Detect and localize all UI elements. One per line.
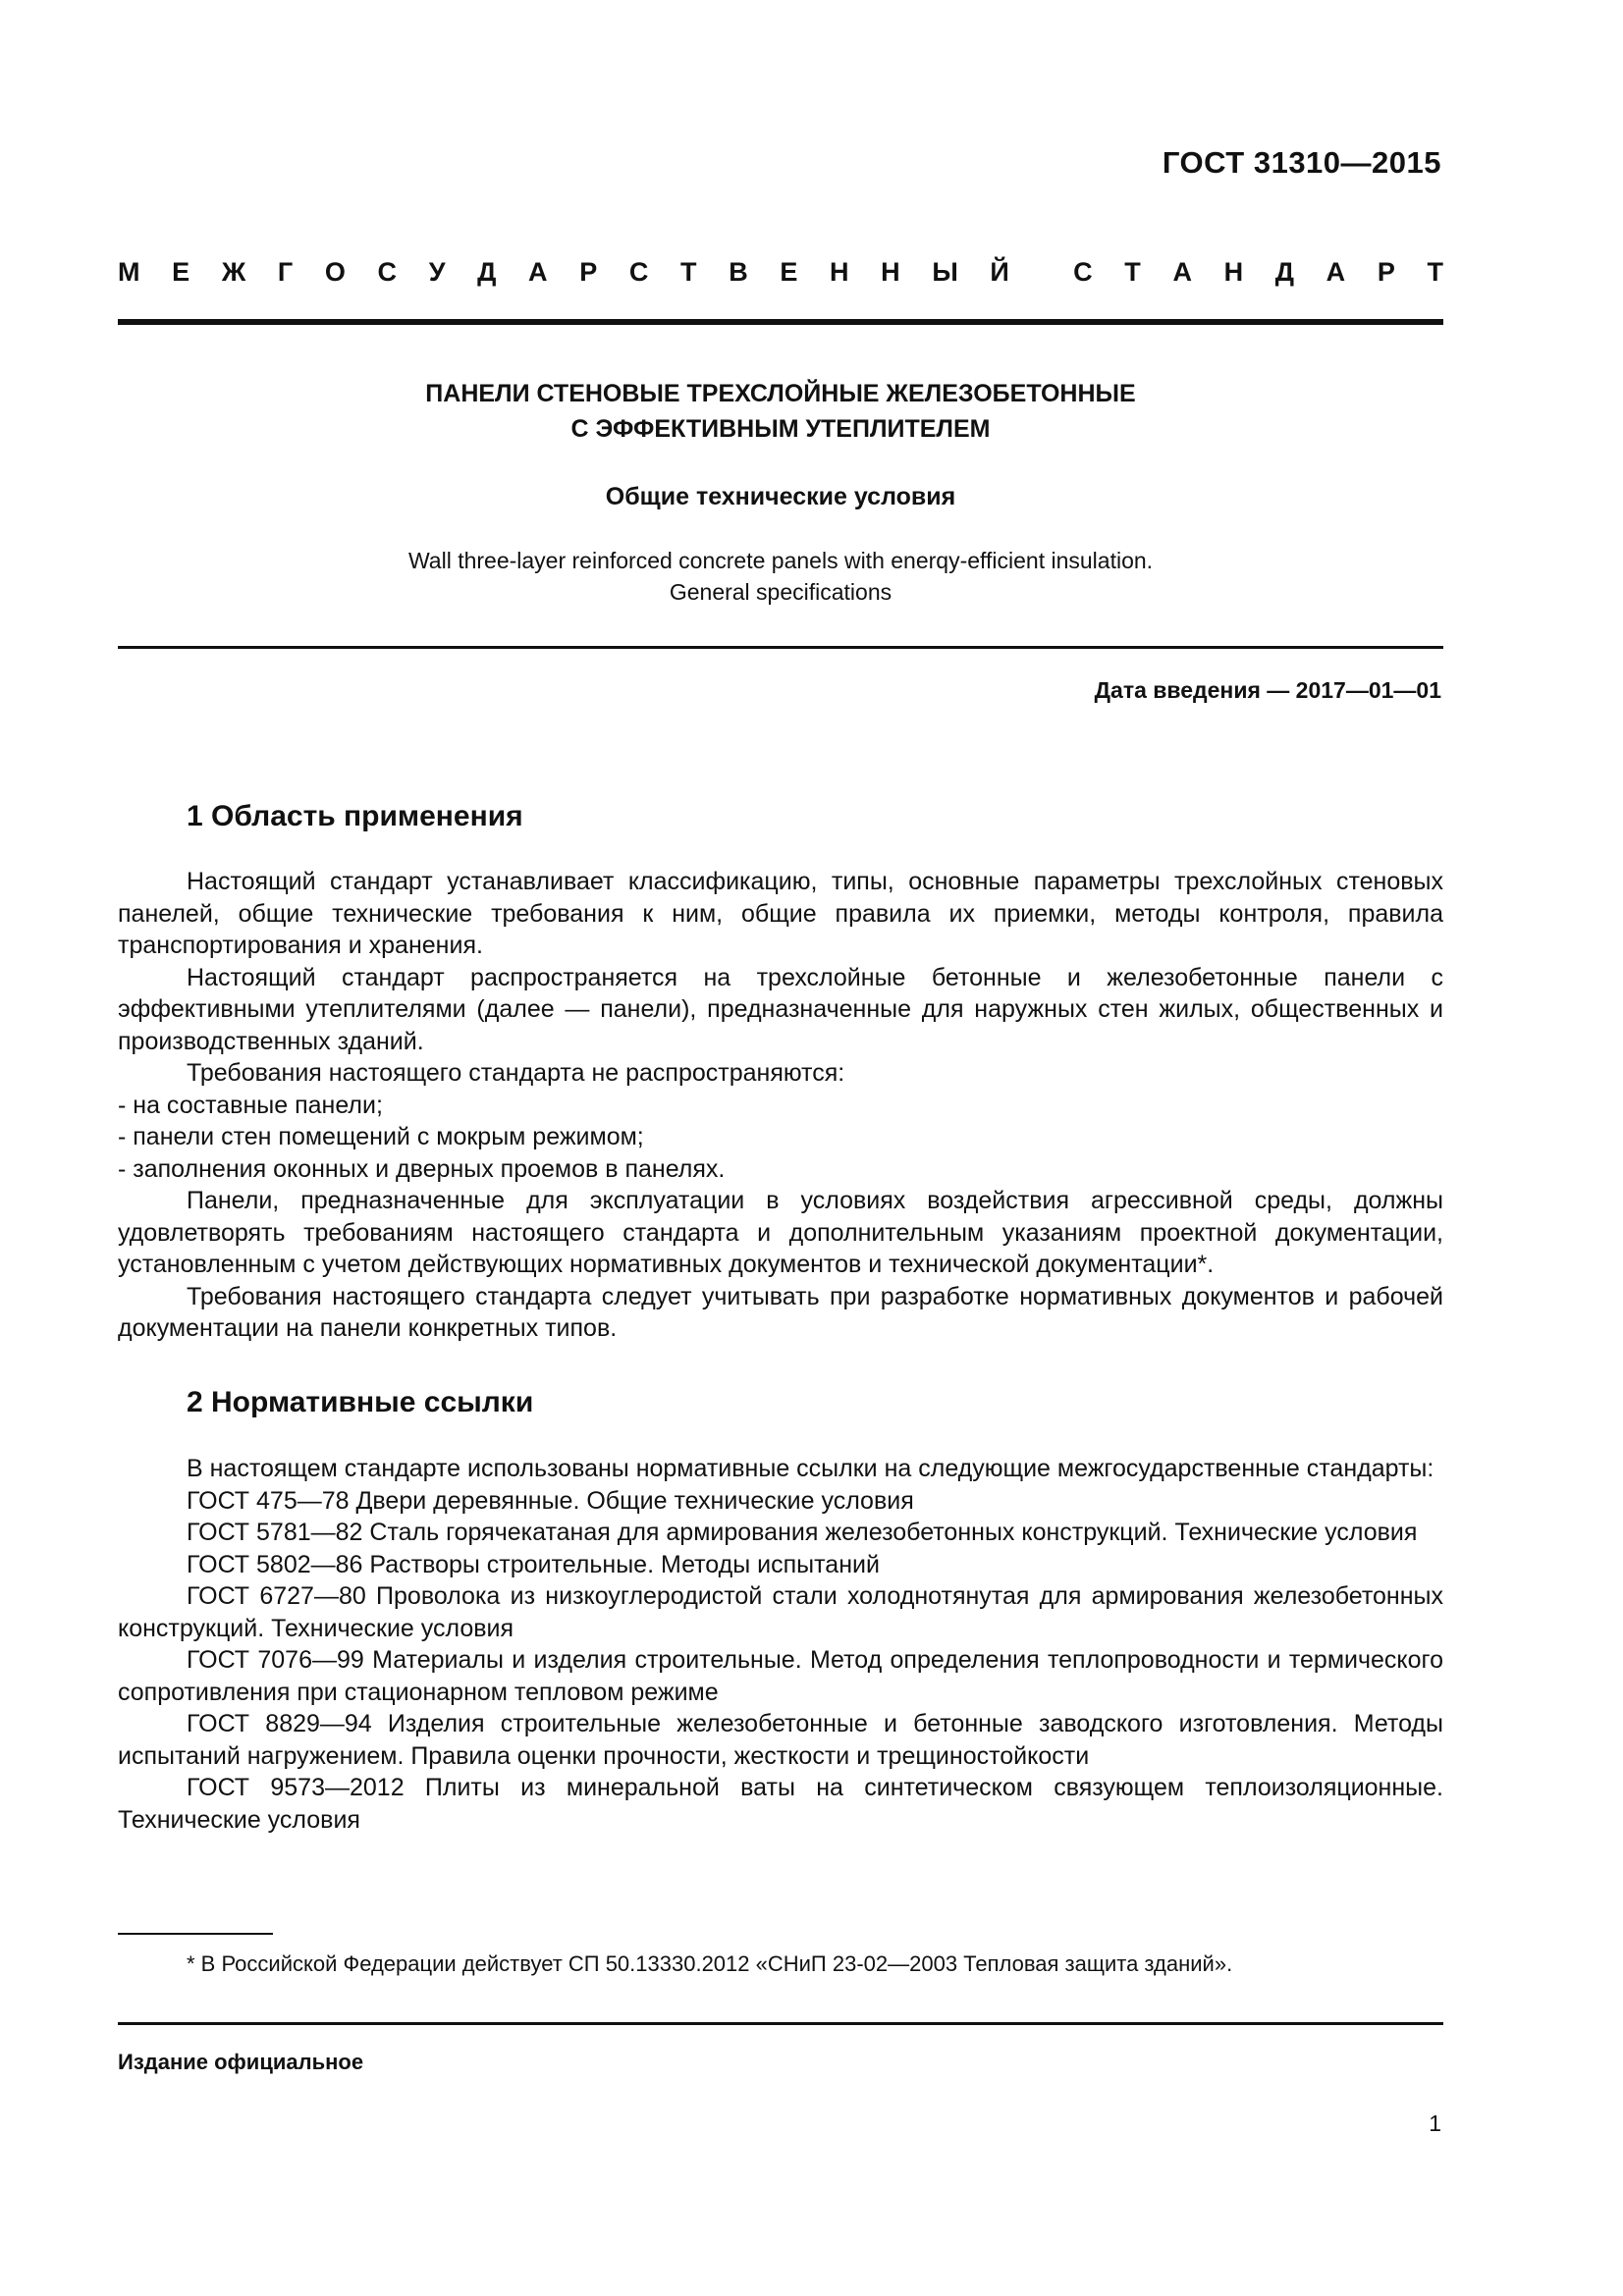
standard-type-letter: Н bbox=[881, 257, 900, 287]
standard-type-letter: С bbox=[628, 257, 649, 287]
standard-type-letter: А bbox=[1172, 257, 1192, 287]
standard-type-letter: Е bbox=[780, 257, 798, 287]
standard-type-letter: М bbox=[118, 257, 140, 287]
section-heading: 1 Область применения bbox=[187, 800, 523, 832]
paragraph: В настоящем стандарте использованы нормативные ссылки на следующие межгосударственные стандарты: bbox=[187, 1455, 1434, 1482]
standard-type-letter: Т bbox=[680, 257, 697, 287]
reference-item: ГОСТ 6727—80 Проволока из низкоуглеродистой стали холоднотянутая для армирования железобетонных конструкций. Технические условия bbox=[118, 1582, 1443, 1642]
paragraph: Требования настоящего стандарта следует учитывать при разработке нормативных документов и рабочей документации на панели конкретных типов. bbox=[118, 1282, 1443, 1342]
subtitle: Общие технические условия bbox=[605, 483, 956, 510]
reference-item: ГОСТ 5802—86 Растворы строительные. Методы испытаний bbox=[187, 1550, 880, 1578]
paragraph: Настоящий стандарт распространяется на трехслойные бетонные и железобетонные панели с эффективными утеплителями (далее — панели), предназначенные для наружных стен жилых, общественных и производственных зданий. bbox=[118, 963, 1443, 1055]
reference-item: ГОСТ 7076—99 Материалы и изделия строительные. Метод определения теплопроводности и термического сопротивления при стационарном тепловом режиме bbox=[118, 1646, 1443, 1706]
section-heading: 2 Нормативные ссылки bbox=[187, 1386, 534, 1418]
paragraph: Панели, предназначенные для эксплуатации в условиях воздействия агрессивной среды, должны удовлетворять требованиям настоящего стандарта и дополнительным указаниям проектной документации, установленным с учетом действующих нормативных документов и технической документации*. bbox=[118, 1187, 1443, 1278]
footer-rule bbox=[118, 2022, 1443, 2025]
footnote: * В Российской Федерации действует СП 50.13330.2012 «СНиП 23-02—2003 Тепловая защита зданий». bbox=[187, 1951, 1233, 1976]
standard-type-letter: Р bbox=[1377, 257, 1395, 287]
reference-item: ГОСТ 9573—2012 Плиты из минеральной ваты на синтетическом связующем теплоизоляционные. Технические условия bbox=[118, 1774, 1443, 1834]
standard-type-heading bbox=[118, 257, 1443, 288]
section-body bbox=[118, 866, 1443, 1345]
paragraph: Требования настоящего стандарта не распространяются: bbox=[187, 1059, 845, 1087]
title-en bbox=[118, 545, 1443, 608]
standard-type-letter: Д bbox=[1274, 257, 1295, 287]
standard-type-letter: А bbox=[528, 257, 548, 287]
standard-type-letter: Т bbox=[1124, 257, 1141, 287]
reference-item: ГОСТ 5781—82 Сталь горячекатаная для армирования железобетонных конструкций. Технические условия bbox=[187, 1519, 1418, 1546]
standard-type-letter: О bbox=[324, 257, 346, 287]
page-number: 1 bbox=[1429, 2110, 1441, 2136]
edition-label: Издание официальное bbox=[118, 2050, 364, 2074]
title-en-line: Wall three-layer reinforced concrete panels with enerqy-efficient insulation. bbox=[407, 548, 1154, 573]
standard-type-letter: Р bbox=[579, 257, 598, 287]
standard-type-letter: Н bbox=[830, 257, 849, 287]
list-item: - панели стен помещений с мокрым режимом; bbox=[118, 1123, 644, 1150]
title-line: ПАНЕЛИ СТЕНОВЫЕ ТРЕХСЛОЙНЫЕ ЖЕЛЕЗОБЕТОННЫЕ bbox=[425, 380, 1136, 407]
standard-type-letter: В bbox=[729, 257, 748, 287]
date-of-introduction: Дата введения — 2017—01—01 bbox=[1094, 677, 1441, 703]
title-line: С ЭФФЕКТИВНЫМ УТЕПЛИТЕЛЕМ bbox=[570, 415, 991, 443]
paragraph: Настоящий стандарт устанавливает классификацию, типы, основные параметры трехслойных стеновых панелей, общие технические требования к ним, общие правила их приемки, методы контроля, правила транспортирования и хранения. bbox=[118, 868, 1443, 959]
standard-type-letter: У bbox=[428, 257, 446, 287]
standard-type-letter: Ы bbox=[932, 257, 958, 287]
standard-type-letter: С bbox=[377, 257, 398, 287]
document-code: ГОСТ 31310—2015 bbox=[1162, 145, 1441, 180]
list-item: - на составные панели; bbox=[118, 1091, 383, 1119]
standard-type-letter: Н bbox=[1223, 257, 1244, 287]
standard-type-letter: А bbox=[1325, 257, 1346, 287]
section-body bbox=[118, 1453, 1443, 1836]
reference-item: ГОСТ 8829—94 Изделия строительные железобетонные и бетонные заводского изготовления. Методы испытаний нагружением. Правила оценки прочности, жесткости и трещиностойкости bbox=[118, 1710, 1443, 1770]
reference-item: ГОСТ 475—78 Двери деревянные. Общие технические условия bbox=[187, 1486, 914, 1515]
standard-type-letter: Д bbox=[477, 257, 497, 287]
header-rule bbox=[118, 319, 1443, 325]
standard-type-letter: Ж bbox=[221, 257, 246, 287]
standard-type-letter: Г bbox=[277, 257, 294, 287]
footnote-divider bbox=[118, 1933, 273, 1935]
standard-type-letter: Й bbox=[990, 257, 1009, 287]
list-item: - заполнения оконных и дверных проемов в панелях. bbox=[118, 1154, 726, 1183]
standard-type-letter: Е bbox=[172, 257, 190, 287]
standard-type-letter: С bbox=[1073, 257, 1093, 287]
title-ru bbox=[118, 376, 1443, 447]
title-en-line: General specifications bbox=[669, 579, 893, 605]
standard-type-letter: Т bbox=[1427, 257, 1443, 287]
title-rule bbox=[118, 646, 1443, 649]
